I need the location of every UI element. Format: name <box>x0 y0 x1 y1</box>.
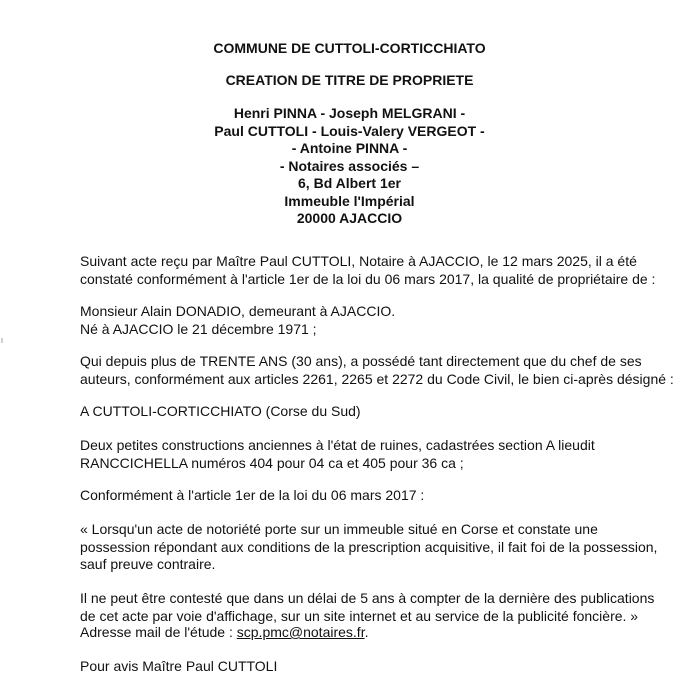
text-line: de cet acte par voie d'affichage, sur un site internet et au service de la publicité foncière. » <box>80 607 639 624</box>
email-link[interactable]: scp.pmc@notaires.fr <box>236 624 365 640</box>
commune-heading: COMMUNE DE CUTTOLI-CORTICCHIATO <box>213 40 486 56</box>
text-line: A CUTTOLI-CORTICCHIATO (Corse du Sud) <box>80 403 361 419</box>
text-line: sauf preuve contraire. <box>80 556 216 572</box>
document-title: CREATION DE TITRE DE PROPRIETE <box>225 72 474 88</box>
paragraph-law-reference <box>80 487 680 505</box>
email-label: Adresse mail de l'étude : <box>80 624 237 640</box>
paragraph-owner <box>80 303 680 338</box>
text-line: Monsieur Alain DONADIO, demeurant à AJACCIO. <box>80 303 396 319</box>
notaries-line: - Notaires associés – <box>279 157 420 174</box>
paragraph-contact-email <box>80 624 680 642</box>
notaries-line: Henri PINNA - Joseph MELGRANI - <box>233 105 466 121</box>
text-line: possession répondant aux conditions de la prescription acquisitive, il fait foi de la possession, <box>80 538 658 555</box>
text-line: Deux petites constructions anciennes à l'état de ruines, cadastrées section A lieudit <box>80 437 595 453</box>
text-line: « Lorsqu'un acte de notoriété porte sur un immeuble situé en Corse et constate une <box>80 521 598 537</box>
paragraph-location <box>80 403 680 421</box>
notaries-address-block <box>0 105 699 228</box>
address-building: Immeuble l'Impérial <box>284 192 415 209</box>
text-line: Qui depuis plus de TRENTE ANS (30 ans), a possédé tant directement que du chef de ses <box>80 353 642 369</box>
email-suffix: . <box>364 624 369 640</box>
text-line: Il ne peut être contesté que dans un délai de 5 ans à compter de la dernière des publications <box>80 590 655 606</box>
notaries-line: Paul CUTTOLI - Louis-Valery VERGEOT - <box>214 122 485 139</box>
signature-line: Pour avis Maître Paul CUTTOLI <box>80 658 278 674</box>
address-street: 6, Bd Albert 1er <box>298 175 401 191</box>
paragraph-deed-intro <box>80 253 680 288</box>
paragraph-property-description <box>80 437 680 472</box>
address-city: 20000 AJACCIO <box>296 210 403 226</box>
text-line: auteurs, conformément aux articles 2261, 2265 et 2272 du Code Civil, le bien ci-après désigné : <box>80 370 674 387</box>
text-line: Né à AJACCIO le 21 décembre 1971 ; <box>80 320 317 337</box>
paragraph-signature <box>80 658 680 676</box>
text-line: constaté conformément à l'article 1er de la loi du 06 mars 2017, la qualité de propriétaire de : <box>80 270 656 287</box>
notaries-line: - Antoine PINNA - <box>291 140 408 156</box>
paragraph-law-quote-1 <box>80 521 680 574</box>
paragraph-law-quote-2 <box>80 590 680 625</box>
scan-artifact <box>1 338 3 343</box>
text-line: RANCCICHELLA numéros 404 pour 04 ca et 405 pour 36 ca ; <box>80 454 464 471</box>
text-line: Suivant acte reçu par Maître Paul CUTTOLI, Notaire à AJACCIO, le 12 mars 2025, il a été <box>80 253 637 269</box>
text-line: Conformément à l'article 1er de la loi du 06 mars 2017 : <box>80 487 425 503</box>
paragraph-possession <box>80 353 680 388</box>
